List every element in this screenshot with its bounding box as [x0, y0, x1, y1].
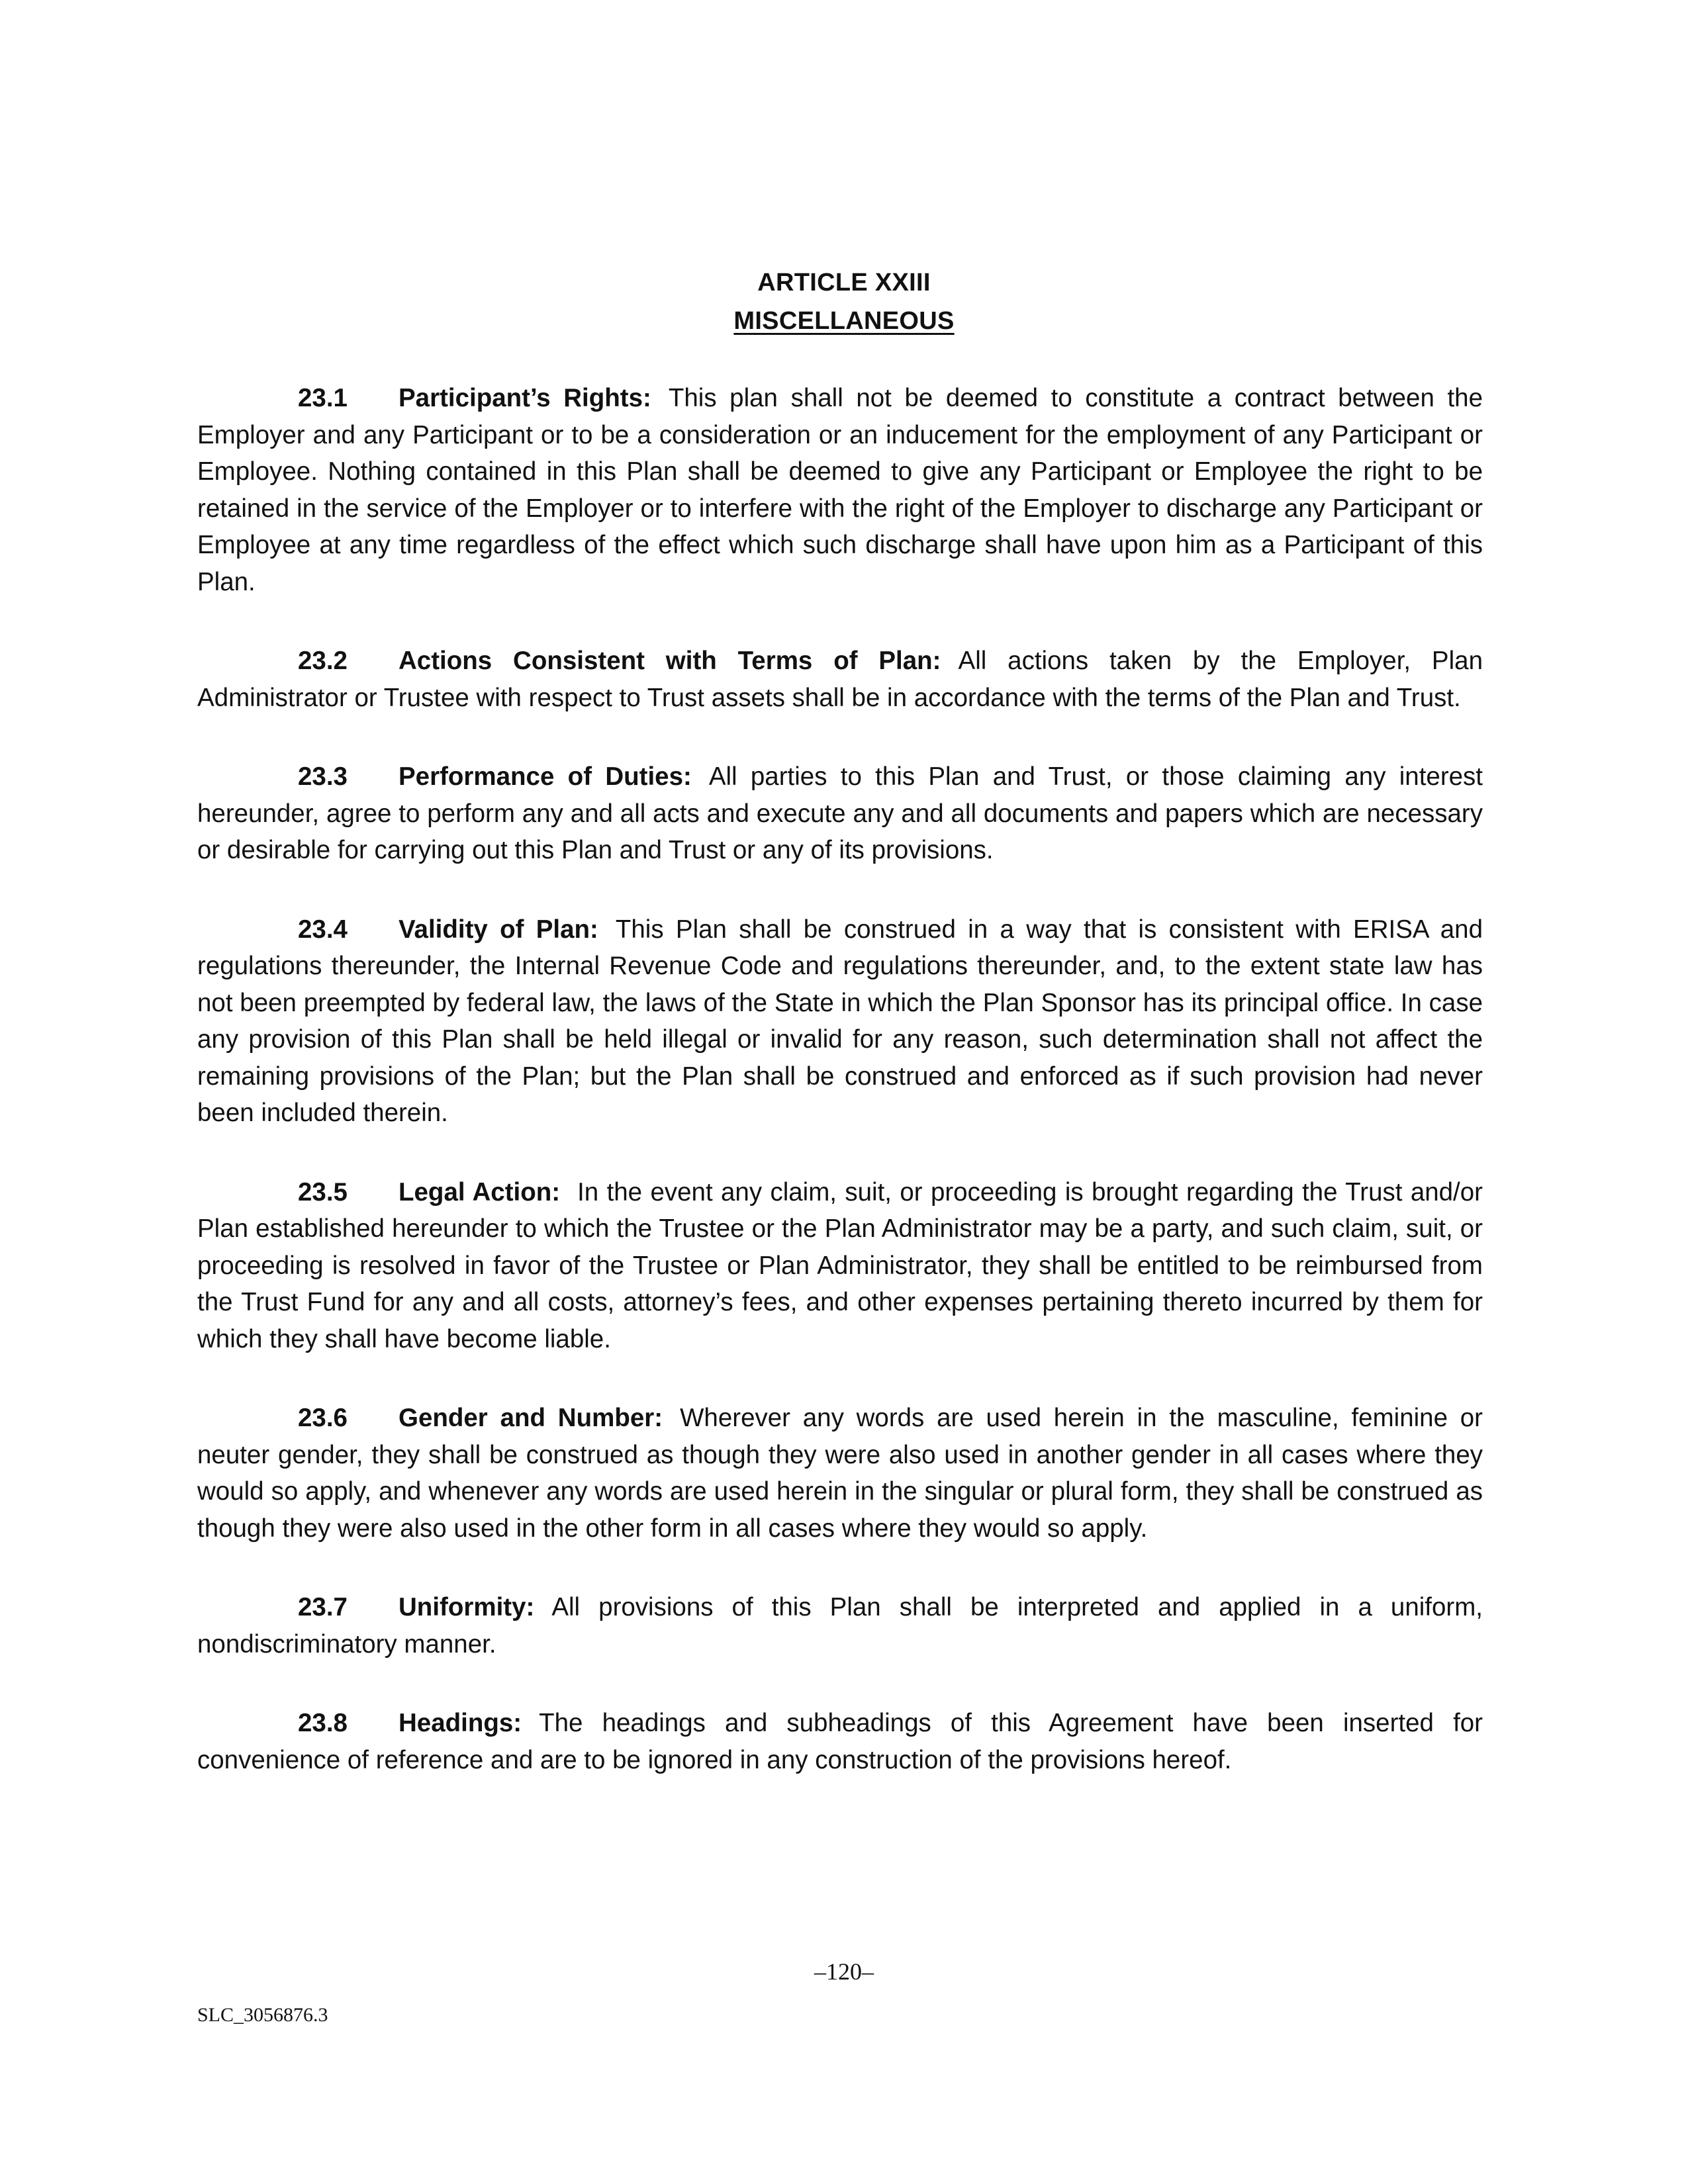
section-title: Participant’s Rights:: [399, 384, 651, 412]
section-title: Actions Consistent with Terms of Plan:: [399, 647, 941, 675]
section-number: 23.2: [298, 647, 348, 675]
section-text: In the event any claim, suit, or proceeding is brought regarding the Trust and/or Plan established hereunder to which the Trustee or the Plan Administrator may be a party, and such claim, suit, or proceeding is resolved in favor of the Trustee or Plan Administrator, they shall be entitled to be reimbursed from the Trust Fund for any and all costs, attorney’s fees, and other expenses pertaining thereto incurred by them for which they shall have become liable.: [197, 1177, 1483, 1353]
section-title: Headings:: [399, 1709, 522, 1737]
section-text: This plan shall not be deemed to constitute a contract between the Employer and any Participant or to be a consideration or an inducement for the employment of any Participant or Employee. Nothing contained in this Plan shall be deemed to give any Participant or Employee the right to be retained in the service of the Employer or to interfere with the right of the Employer to discharge any Participant or Employee at any time regardless of the effect which such discharge shall have upon him as a Participant of this Plan.: [197, 384, 1483, 596]
section-23-2: [197, 643, 1483, 716]
section-number: 23.6: [298, 1404, 348, 1432]
section-23-7: [197, 1589, 1483, 1662]
section-number: 23.5: [298, 1177, 348, 1206]
section-title: Legal Action:: [399, 1177, 561, 1206]
section-text: All provisions of this Plan shall be interpreted and applied in a uniform, nondiscriminatory manner.: [197, 1593, 1483, 1659]
section-text: The headings and subheadings of this Agreement have been inserted for convenience of reference and are to be ignored in any construction of the provisions hereof.: [197, 1709, 1483, 1774]
section-23-5: [197, 1174, 1483, 1358]
section-text: This Plan shall be construed in a way that is consistent with ERISA and regulations thereunder, the Internal Revenue Code and regulations thereunder, and, to the extent state law has not been preempted by federal law, the laws of the State in which the Plan Sponsor has its principal office. In case any provision of this Plan shall be held illegal or invalid for any reason, such determination shall not affect the remaining provisions of the Plan; but the Plan shall be construed and enforced as if such provision had never been included therein.: [197, 915, 1483, 1127]
section-text: All parties to this Plan and Trust, or those claiming any interest hereunder, agree to perform any and all acts and execute any and all documents and papers which are necessary or desirable for carrying out this Plan and Trust or any of its provisions.: [197, 762, 1483, 864]
section-number: 23.8: [298, 1709, 348, 1737]
section-number: 23.3: [298, 762, 348, 791]
section-number: 23.7: [298, 1593, 348, 1621]
section-text: Wherever any words are used herein in the masculine, feminine or neuter gender, they shall be construed as though they were also used in another gender in all cases where they would so apply, and whenever any words are used herein in the singular or plural form, they shall be construed as though they were also used in the other form in all cases where they would so apply.: [197, 1404, 1483, 1543]
article-title: MISCELLANEOUS: [733, 307, 955, 335]
section-23-6: [197, 1400, 1483, 1547]
article-heading: [0, 263, 1688, 340]
section-title: Uniformity:: [399, 1593, 535, 1621]
section-title: Performance of Duties:: [399, 762, 692, 791]
section-text: All actions taken by the Employer, Plan Administrator or Trustee with respect to Trust assets shall be in accordance with the terms of the Plan and Trust.: [197, 647, 1483, 712]
section-23-3: [197, 758, 1483, 869]
section-23-8: [197, 1705, 1483, 1778]
article-body: [197, 380, 1483, 1821]
page-number: –120–: [814, 1958, 874, 1985]
section-title: Validity of Plan:: [399, 915, 598, 944]
section-title: Gender and Number:: [399, 1404, 663, 1432]
section-number: 23.1: [298, 384, 348, 412]
section-23-4: [197, 911, 1483, 1132]
article-number: ARTICLE XXIII: [757, 269, 931, 296]
section-23-1: [197, 380, 1483, 600]
section-number: 23.4: [298, 915, 348, 944]
document-id: SLC_3056876.3: [197, 2004, 328, 2026]
